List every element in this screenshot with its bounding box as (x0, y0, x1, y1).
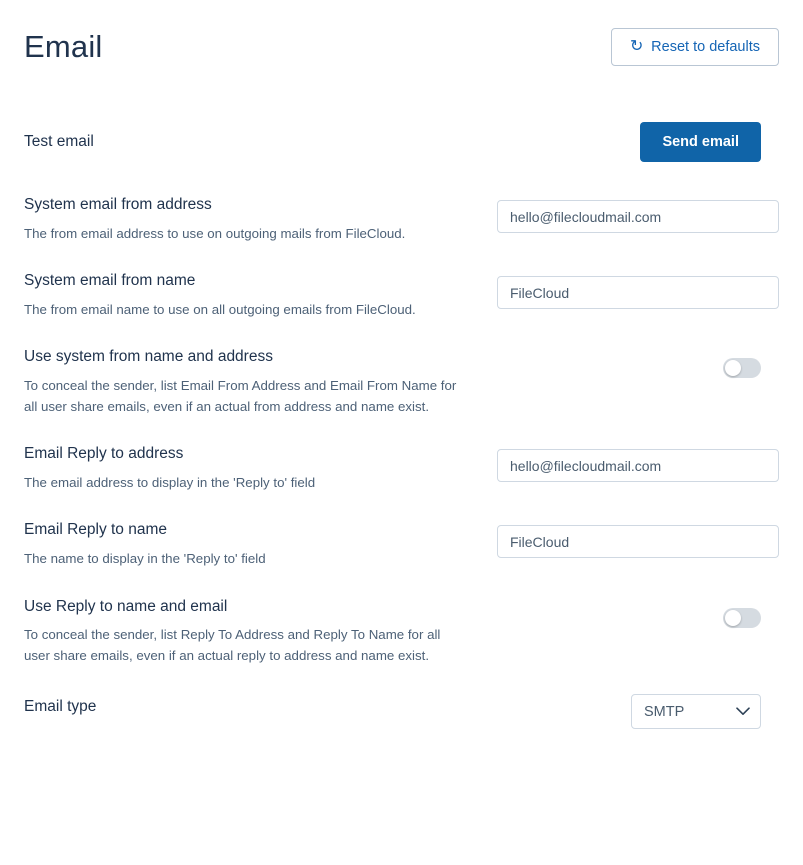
setting-description: The from email address to use on outgoing mails from FileCloud. (24, 225, 406, 241)
use-system-from-name-and-address-toggle[interactable] (723, 358, 761, 378)
email-reply-to-address-input[interactable] (497, 449, 779, 482)
email-type-value: SMTP (644, 703, 685, 720)
setting-description: To conceal the sender, list Reply To Address and Reply To Name for all user share emails, even if an actual reply to address and name exist. (24, 627, 441, 663)
setting-text (24, 598, 474, 667)
setting-control (497, 694, 779, 729)
settings-list (24, 196, 779, 729)
setting-row (24, 445, 779, 493)
setting-row (24, 272, 779, 320)
page-title: Email (24, 29, 103, 64)
setting-control (497, 445, 779, 482)
toggle-knob (725, 360, 741, 376)
setting-title: Email Reply to name (24, 521, 168, 539)
reset-arrow-icon: ↺ (629, 38, 644, 55)
setting-title: Use system from name and address (24, 348, 273, 366)
test-email-row (24, 122, 779, 162)
setting-row (24, 598, 779, 667)
toggle-knob (725, 610, 741, 626)
system-email-from-name-input[interactable] (497, 276, 779, 309)
reset-to-defaults-button[interactable] (611, 28, 779, 66)
setting-description: The from email name to use on all outgoing emails from FileCloud. (24, 301, 416, 317)
setting-control (497, 521, 779, 558)
use-reply-to-name-and-email-toggle[interactable] (723, 608, 761, 628)
setting-row (24, 196, 779, 244)
email-type-select-wrap (631, 694, 761, 729)
setting-title: System email from address (24, 196, 212, 213)
setting-control (497, 348, 779, 378)
setting-title: Use Reply to name and email (24, 597, 228, 615)
setting-description: The name to display in the 'Reply to' field (24, 551, 266, 567)
email-reply-to-name-input[interactable] (497, 525, 779, 558)
test-email-label: Test email (24, 133, 94, 150)
reset-to-defaults-label: Reset to defaults (651, 39, 760, 55)
setting-control (497, 272, 779, 309)
send-email-button[interactable]: Send email (640, 122, 761, 162)
setting-text (24, 348, 474, 417)
setting-title: Email Reply to address (24, 445, 184, 463)
setting-row (24, 521, 779, 569)
setting-text (24, 196, 474, 244)
setting-row (24, 694, 779, 729)
setting-text (24, 272, 474, 320)
setting-text (24, 445, 474, 493)
system-email-from-address-input[interactable] (497, 200, 779, 233)
setting-row (24, 348, 779, 417)
setting-control (497, 598, 779, 628)
setting-text (24, 698, 474, 726)
setting-control (497, 196, 779, 233)
page-header (24, 0, 779, 66)
email-type-select[interactable] (631, 694, 761, 729)
setting-title: System email from name (24, 272, 196, 290)
setting-title: Email type (24, 698, 97, 716)
setting-description: The email address to display in the 'Reply to' field (24, 474, 316, 490)
setting-description: To conceal the sender, list Email From Address and Email From Name for all user share emails, even if an actual from address and name exist. (24, 378, 457, 414)
setting-text (24, 521, 474, 569)
